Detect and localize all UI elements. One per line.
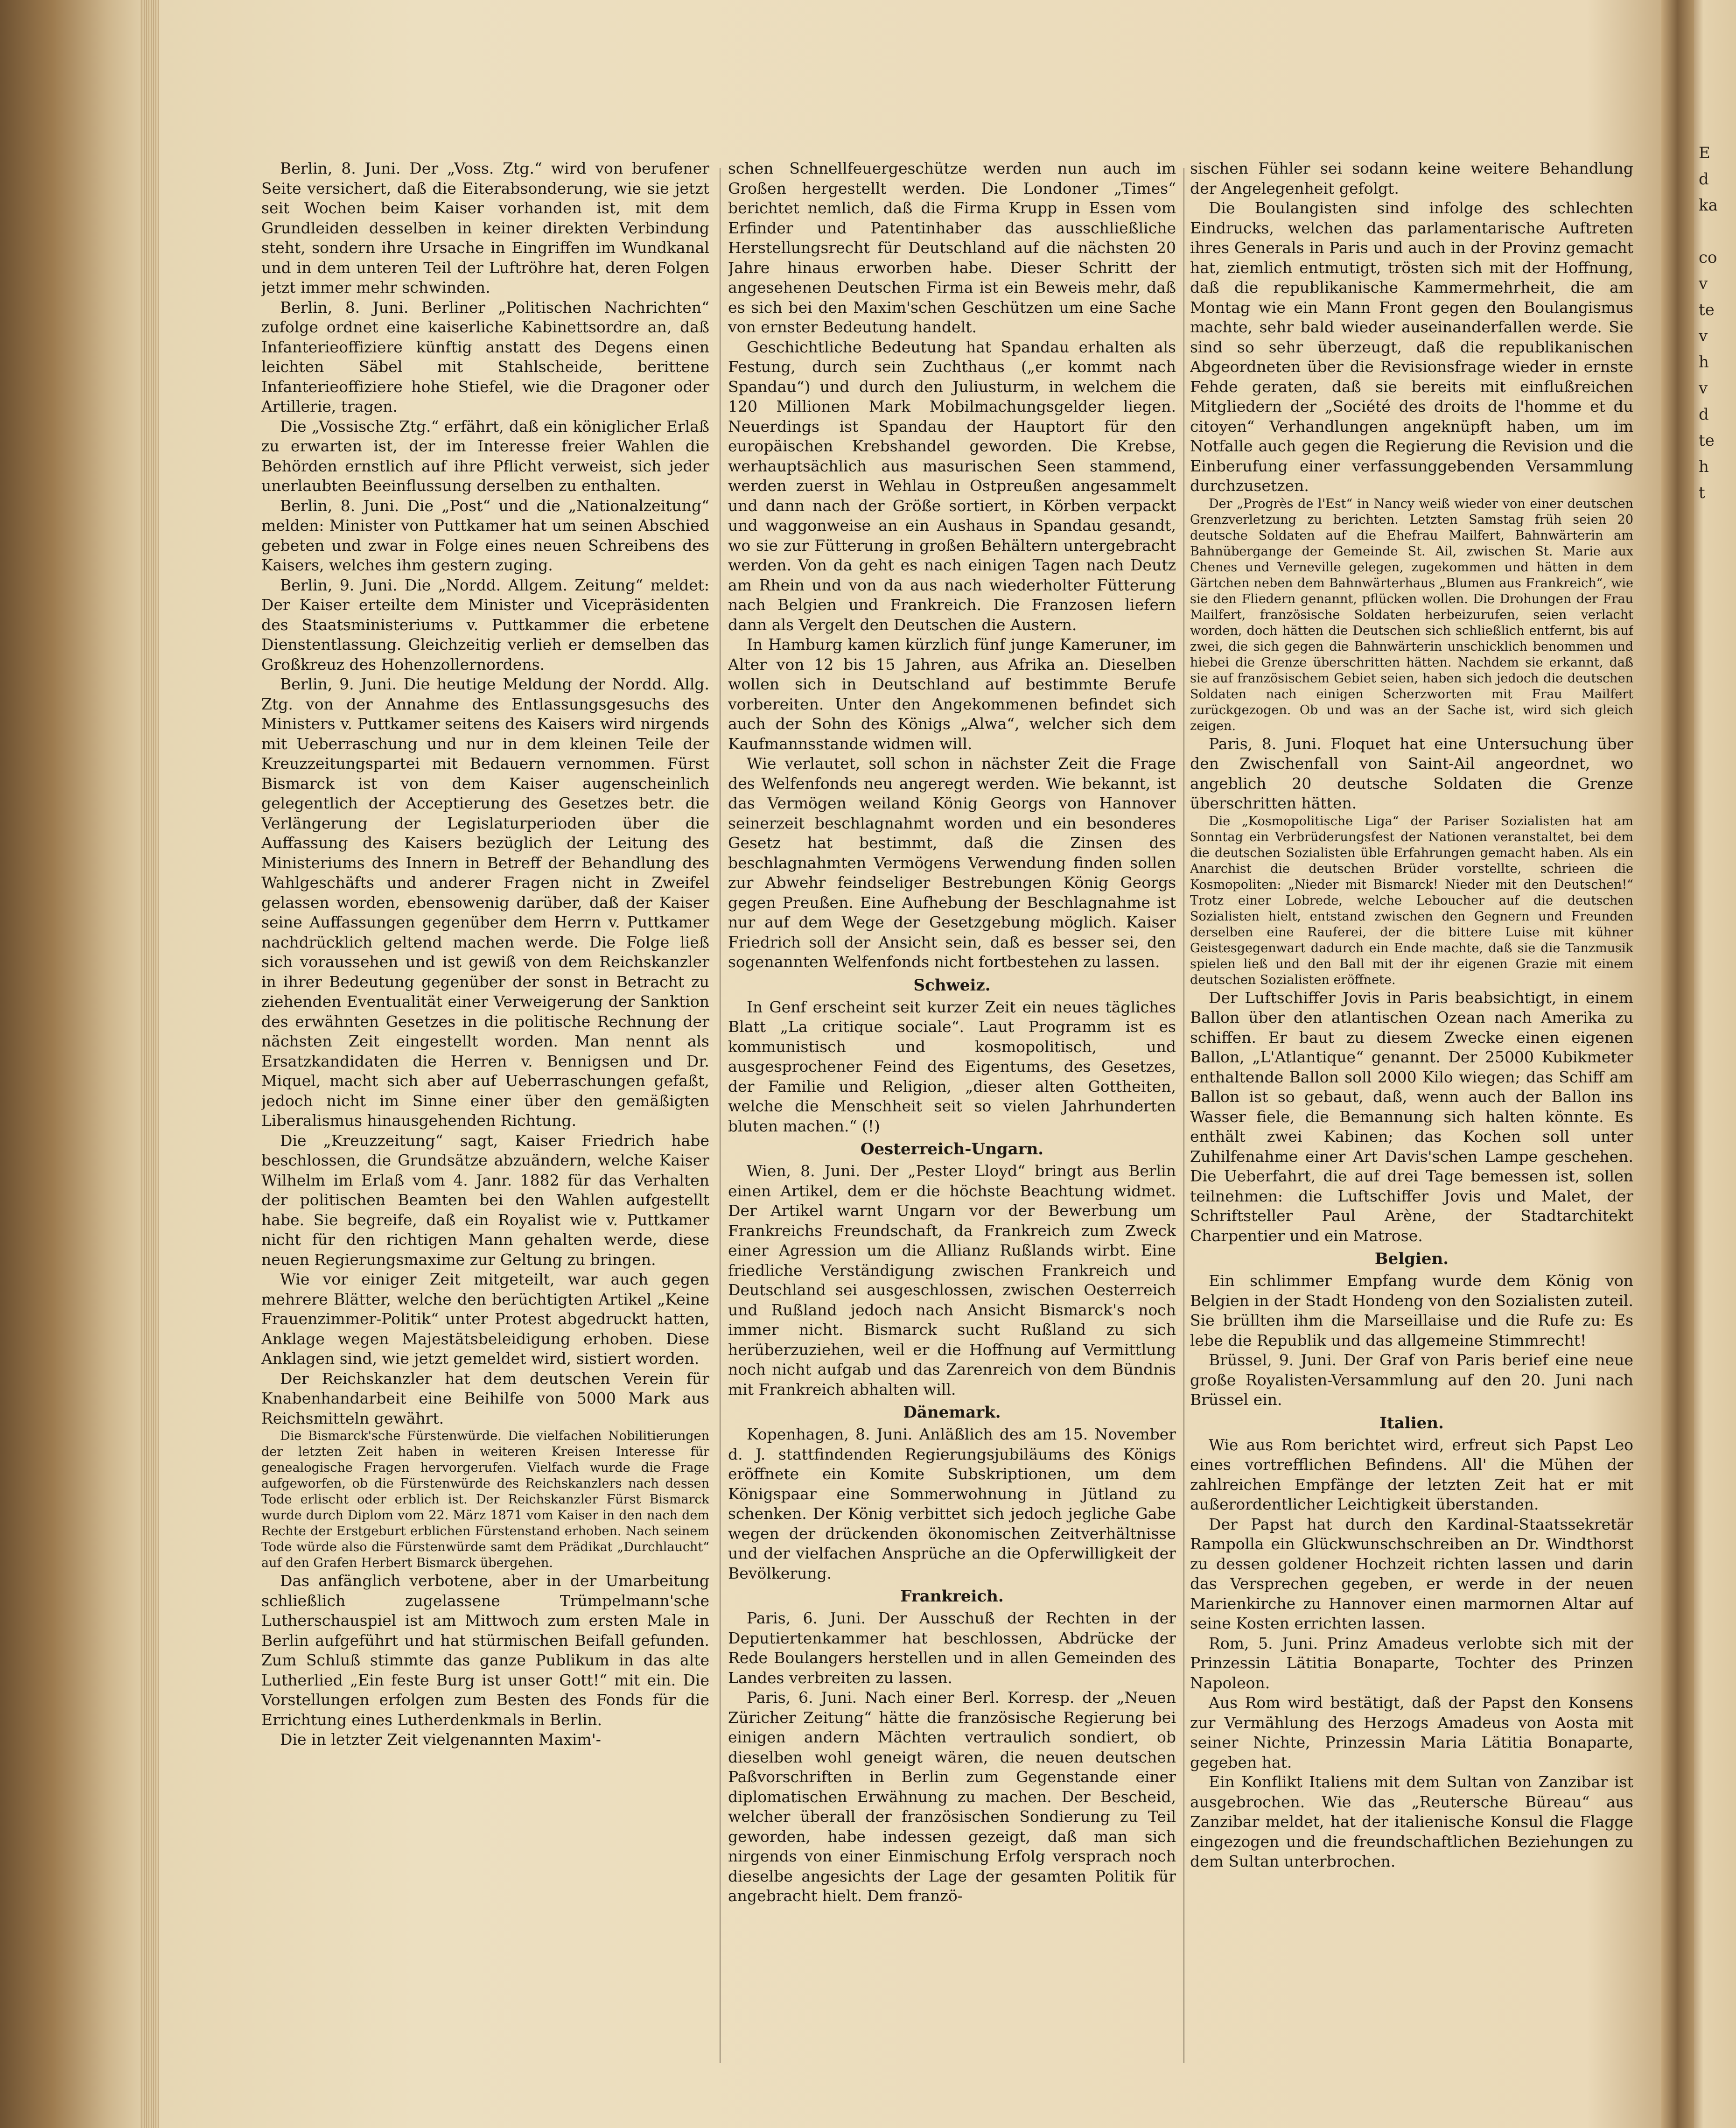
facing-page-fragment: ka (1699, 196, 1718, 215)
article-paragraph: Die „Kreuzzeitung“ sagt, Kaiser Friedrich habe beschlossen, die Grundsätze abzuändern, welche Kaiser Wilhelm im Erlaß vom 4. Janr. 1882 für das Verhalten der politischen Beamten bei den Wahlen aufgestellt habe. Sie begreife, daß ein Royalist wie v. Puttkamer nicht für den richtigen Mann gehalten werde, diese neuen Regierungsmaxime zur Geltung zu bringen. (261, 1131, 709, 1269)
facing-page-fragment (1699, 218, 1736, 245)
page-stack-edge (140, 0, 159, 2128)
section-heading: Oesterreich-Ungarn. (860, 1140, 1044, 1159)
facing-page-fragment: d (1699, 405, 1709, 424)
article-paragraph: Wie verlautet, soll schon in nächster Zeit die Frage des Welfenfonds neu angeregt werden. Wie bekannt, ist das Vermögen weiland König Georgs von Hannover seinerzeit beschlagnahmt worden und ein besonderes Gesetz hat bestimmt, daß die Zinsen des beschlagnahmten Vermögens Verwendung finden sollen zur Abwehr feindseliger Bestrebungen König Georgs gegen Preußen. Eine Aufhebung der Beschlagnahme ist nur auf dem Wege der Gesetzgebung möglich. Kaiser Friedrich soll der Ansicht sein, daß es besser sei, den sogenannten Welfenfonds nicht fortbestehen zu lassen. (728, 754, 1176, 971)
article-paragraph: Brüssel, 9. Juni. Der Graf von Paris berief eine neue große Royalisten-Versammlung auf den 20. Juni nach Brüssel ein. (1190, 1351, 1633, 1409)
facing-page-fragment: te (1699, 301, 1715, 319)
article-paragraph: In Hamburg kamen kürzlich fünf junge Kameruner, im Alter von 12 bis 15 Jahren, aus Afrika an. Dieselben wollen sich in Deutschland auf bestimmte Berufe vorbereiten. Unter den Angekommenen befindet sich auch der Sohn des Königs „Alwa“, welcher sich dem Kaufmannsstande widmen will. (728, 635, 1176, 753)
facing-page-edge-text (1699, 140, 1736, 560)
section-heading: Italien. (1379, 1413, 1444, 1433)
article-paragraph: Rom, 5. Juni. Prinz Amadeus verlobte sich mit der Prinzessin Lätitia Bonaparte, Tochter des Prinzen Napoleon. (1190, 1634, 1633, 1692)
article-paragraph: Das anfänglich verbotene, aber in der Umarbeitung schließlich zugelassene Trümpelmann'sche Lutherschauspiel ist am Mittwoch zum ersten Male in Berlin aufgeführt und hat stürmischen Beifall gefunden. Zum Schluß stimmte das ganze Publikum in das alte Lutherlied „Ein feste Burg ist unser Gott!“ mit ein. Die Vorstellungen erfolgen zum Besten des Fonds für die Errichtung eines Lutherdenkmals in Berlin. (261, 1572, 709, 1729)
facing-page-fragment: h (1699, 457, 1709, 476)
article-paragraph: Aus Rom wird bestätigt, daß der Papst den Konsens zur Vermählung des Herzogs Amadeus von Aosta mit seiner Nichte, Prinzessin Maria Lätitia Bonaparte, gegeben hat. (1190, 1693, 1633, 1771)
article-paragraph: Paris, 6. Juni. Nach einer Berl. Korresp. der „Neuen Züricher Zeitung“ hätte die französische Regierung bei einigen andern Mächten vertraulich sondiert, ob dieselben wohl geneigt wären, die neuen deutschen Paßvorschriften in Berlin zum Gegenstande einer diplomatischen Erwähnung zu machen. Der Bescheid, welcher überall der französischen Sondierung zu Teil geworden, habe indessen gezeigt, daß man sich nirgends von einer Einmischung Erfolg versprach noch dieselbe angesichts der Lage der gesamten Politik für angebracht hielt. Dem franzö- (728, 1688, 1176, 1905)
article-paragraph: schen Schnellfeuergeschütze werden nun auch im Großen hergestellt werden. Die Londoner „Times“ berichtet nemlich, daß die Firma Krupp in Essen vom Erfinder und Patentinhaber das ausschließliche Herstellungsrecht für Deutschland auf die nächsten 20 Jahre hinaus erworben habe. Dieser Schritt der angesehenen Deutschen Firma ist ein Beweis mehr, daß es sich bei den Maxim'schen Geschützen um eine Sache von ernster Bedeutung handelt. (728, 159, 1176, 336)
article-paragraph: Geschichtliche Bedeutung hat Spandau erhalten als Festung, durch sein Zuchthaus („er kommt nach Spandau“) und durch den Juliusturm, in welchem die 120 Millionen Mark Mobilmachungsgelder liegen. Neuerdings ist Spandau der Hauptort für den europäischen Krebshandel geworden. Die Krebse, werhauptsächlich aus masurischen Seen stammend, werden zuerst in Wehlau in Ostpreußen angesammelt und dann nach der Größe sortiert, in Körben verpackt und waggonweise an ein Aushaus in Spandau gesandt, wo sie zur Fütterung in großen Behältern untergebracht werden. Von da geht es nach einigen Tagen nach Deutz am Rhein und von da aus nach wiederholter Fütterung nach Belgien und Frankreich. Die Franzosen liefern dann als Vergelt den Deutschen die Austern. (728, 337, 1176, 634)
article-paragraph: Berlin, 9. Juni. Die „Nordd. Allgem. Zeitung“ meldet: Der Kaiser erteilte dem Minister und Vicepräsidenten des Staatsministeriums v. Puttkammer die erbetene Dienstentlassung. Gleichzeitig verlieh er demselben das Großkreuz des Hohenzollernordens. (261, 576, 709, 674)
article-paragraph: Der Reichskanzler hat dem deutschen Verein für Knabenhandarbeit eine Beihilfe von 5000 Mark aus Reichsmitteln gewährt. (261, 1369, 709, 1427)
newspaper-page (261, 159, 1633, 2082)
article-paragraph: Die „Vossische Ztg.“ erfährt, daß ein königlicher Erlaß zu erwarten ist, der im Interesse freier Wahlen die Behörden ernstlich auf ihre Pflicht verweist, sich jeder unerlaubten Beeinflussung derselben zu enthalten. (261, 417, 709, 495)
facing-page-fragment: E (1699, 144, 1710, 162)
article-paragraph: Berlin, 8. Juni. Der „Voss. Ztg.“ wird von berufener Seite versichert, daß die Eiterabsonderung, wie sie jetzt seit Wochen beim Kaiser vorhanden ist, mit dem Grundleiden desselben in keiner direkten Verbindung steht, sondern ihre Ursache in Eingriffen im Wundkanal und in dem unteren Teil der Luftröhre hat, deren Folgen jetzt immer mehr schwinden. (261, 159, 709, 296)
facing-page-fragment: v (1699, 274, 1708, 293)
article-paragraph: Berlin, 8. Juni. Die „Post“ und die „Nationalzeitung“ melden: Minister von Puttkamer hat um seinen Abschied gebeten und zwar in Folge eines neuen Schreibens des Kaisers, welches ihm gestern zuging. (261, 496, 709, 574)
article-paragraph: Kopenhagen, 8. Juni. Anläßlich des am 15. November d. J. stattfindenden Regierungsjubiläums des Königs eröffnete ein Komite Subskriptionen, um dem Königspaar eine Sommerwohnung in Jütland zu schenken. Der König verbittet sich jedoch jegliche Gabe wegen der drückenden ökonomischen Zeitverhältnisse und der vielfachen Ansprüche an die Opferwilligkeit der Bevölkerung. (728, 1425, 1176, 1582)
facing-page-fragment: t (1699, 484, 1705, 502)
book-spine (1661, 0, 1694, 2128)
facing-page-fragment: h (1699, 353, 1709, 372)
article-paragraph: Die Boulangisten sind infolge des schlechten Eindrucks, welchen das parlamentarische Auftreten ihres Generals in Paris und auch in der Provinz gemacht hat, ziemlich entmutigt, trösten sich mit der Hoffnung, daß die republikanische Kammermehrheit, die am Montag wie ein Mann Front gegen den Boulangismus machte, sehr bald wieder auseinanderfallen werde. Sie sind so sehr überzeugt, daß die republikanischen Abgeordneten über die Revisionsfrage wieder in ernste Fehde geraten, daß sie bereits mit einflußreichen Mitgliedern der „Société des droits de l'homme et du citoyen“ Verhandlungen angeknüpft haben, um im Notfalle auch gegen die Regierung die Revision und die Einberufung einer verfassunggebenden Versammlung durchzusetzen. (1190, 199, 1633, 495)
small-print-paragraph: Die „Kosmopolitische Liga“ der Pariser Sozialisten hat am Sonntag ein Verbrüderungsfest der Nationen veranstaltet, bei dem die deutschen Sozialisten üble Erfahrungen gemacht haben. Als ein Anarchist die deutschen Brüder vorstellte, schrieen die Kosmopoliten: „Nieder mit Bismarck! Nieder mit den Deutschen!“ Trotz einer Lobrede, welche Leboucher auf die deutschen Sozialisten hielt, entstand zwischen den Gegnern und Freunden derselben eine Rauferei, der die bittere Luise mit kühner Geistesgegenwart dadurch ein Ende machte, daß sie die Tanzmusik spielen ließ und den Ball mit der ihr eigenen Grazie mit einem deutschen Sozialisten eröffnete. (1190, 814, 1633, 987)
article-paragraph: Paris, 6. Juni. Der Ausschuß der Rechten in der Deputiertenkammer hat beschlossen, Abdrücke der Rede Boulangers herstellen und in allen Gemeinden des Landes verbreiten zu lassen. (728, 1609, 1176, 1687)
article-paragraph: Wie aus Rom berichtet wird, erfreut sich Papst Leo eines vortrefflichen Befindens. All' die Mühen der zahlreichen Empfänge der letzten Zeit hat er mit außerordentlicher Leichtigkeit überstanden. (1190, 1435, 1633, 1513)
column-rule-2 (1183, 168, 1184, 2063)
facing-page-fragment: co (1699, 248, 1717, 267)
small-print-paragraph: Die Bismarck'sche Fürstenwürde. Die vielfachen Nobilitierungen der letzten Zeit haben in weiteren Kreisen Interesse für genealogische Fragen hervorgerufen. Vielfach wurde die Frage aufgeworfen, ob die Fürstenwürde des Reichskanzlers nach dessen Tode erlischt oder erblich ist. Der Reichskanzler Fürst Bismarck wurde durch Diplom vom 22. März 1871 vom Kaiser in den nach dem Rechte der Erstgeburt erblichen Fürstenstand erhoben. Nach seinem Tode würde also die Fürstenwürde samt dem Prädikat „Durchlaucht“ auf den Grafen Herbert Bismarck übergehen. (261, 1429, 709, 1570)
article-paragraph: Die in letzter Zeit vielgenannten Maxim'- (280, 1730, 601, 1749)
column-2 (728, 159, 1176, 2077)
column-1 (261, 159, 709, 2077)
article-paragraph: Berlin, 9. Juni. Die heutige Meldung der Nordd. Allg. Ztg. von der Annahme des Entlassungsgesuchs des Ministers v. Puttkamer seitens des Kaisers wird nirgends mit Ueberraschung und nur in dem kleinen Teile der Kreuzzeitungspartei mit Bedauern vernommen. Fürst Bismarck ist von dem Kaiser augenscheinlich gelegentlich der Acceptierung des Gesetzes betr. die Verlängerung der Legislaturperioden über die Auffassung des Kaisers bezüglich der Leitung des Ministeriums des Innern in Betreff der Behandlung des Wahlgeschäfts und anderer Fragen nicht in Zweifel gelassen worden, ebensowenig darüber, daß der Kaiser seine Auffassungen gegenüber dem Herrn v. Puttkamer nachdrücklich geltend machen werde. Die Folge ließ sich voraussehen und ist gewiß von dem Reichskanzler in ihrer Bedeutung gegenüber der sonst in Betracht zu ziehenden Eventualität einer Verweigerung der Sanktion des erwähnten Gesetzes in die politische Rechnung der nächsten Zeit eingestellt worden. Man nennt als Ersatzkandidaten die Herren v. Bennigsen und Dr. Miquel, macht sich aber auf Ueberraschungen gefaßt, jedoch nicht im Sinne einer über den gemäßigten Liberalismus hinausgehenden Richtung. (261, 675, 709, 1130)
facing-page-fragment: v (1699, 327, 1708, 345)
article-paragraph: Der Papst hat durch den Kardinal-Staatssekretär Rampolla ein Glückwunschschreiben an Dr. Windthorst zu dessen goldener Hochzeit richten lassen und darin das Versprechen gegeben, er werde in der neuen Marienkirche zu Hannover einen marmornen Altar auf seine Kosten errichten lassen. (1190, 1515, 1633, 1632)
small-print-paragraph: Der „Progrès de l'Est“ in Nancy weiß wieder von einer deutschen Grenzverletzung zu berichten. Letzten Samstag früh seien 20 deutsche Soldaten auf die Ehefrau Mailfert, Bahnwärterin am Bahnübergange der Gemeinde St. Ail, zwischen St. Marie aux Chenes und Verneville gelegen, zugekommen und hätten in dem Gärtchen neben dem Bahnwärterhaus „Blumen aus Frankreich“, wie sie den Fliedern genannt, pflücken wollen. Die Drohungen der Frau Mailfert, französische Soldaten herbeizurufen, seien verlacht worden, doch hätten die Deutschen sich schließlich entfernt, bis auf zwei, die sich gegen die Bahnwärterin unschicklich benommen und hiebei die Grenze überschritten hätten. Nachdem sie erkannt, daß sie auf französischem Gebiet seien, haben sich jedoch die deutschen Soldaten nach einigen Scherzworten mit Frau Mailfert zurückgezogen. Ob und was an der Sache ist, wird sich gleich zeigen. (1190, 496, 1633, 733)
article-paragraph: Ein schlimmer Empfang wurde dem König von Belgien in der Stadt Hondeng von den Sozialisten zuteil. Sie brüllten ihm die Marseillaise und die Rufe zu: Es lebe die Republik und das allgemeine Stimmrecht! (1190, 1271, 1633, 1349)
section-heading: Dänemark. (903, 1403, 1001, 1422)
facing-page-fragment: te (1699, 431, 1715, 450)
section-heading: Schweiz. (913, 976, 991, 995)
article-paragraph: Paris, 8. Juni. Floquet hat eine Untersuchung über den Zwischenfall von Saint-Ail angeordnet, wo angeblich 20 deutsche Soldaten die Grenze überschritten hätten. (1190, 734, 1633, 812)
article-paragraph: Ein Konflikt Italiens mit dem Sultan von Zanzibar ist ausgebrochen. Wie das „Reutersche Büreau“ aus Zanzibar meldet, hat der italienische Konsul die Flagge eingezogen und die freundschaftlichen Beziehungen zu dem Sultan unterbrochen. (1190, 1773, 1633, 1870)
facing-page-fragment: d (1699, 170, 1709, 189)
article-paragraph: Berlin, 8. Juni. Berliner „Politischen Nachrichten“ zufolge ordnet eine kaiserliche Kabinettsordre an, daß Infanterieoffiziere künftig anstatt des Degens einen leichten Säbel mit Stahlscheide, berittene Infanterieoffiziere hohe Stiefel, wie die Dragoner oder Artillerie, tragen. (261, 298, 709, 415)
article-paragraph: Wien, 8. Juni. Der „Pester Lloyd“ bringt aus Berlin einen Artikel, dem er die höchste Beachtung widmet. Der Artikel warnt Ungarn vor der Bewerbung um Frankreichs Freundschaft, da Frankreich zum Zweck einer Agression um die Allianz Rußlands wirbt. Eine friedliche Verständigung zwischen Frankreich und Deutschland sei ausgeschlossen, zwischen Oesterreich und Rußland jedoch nach Ansicht Bismarck's noch immer nicht. Bismarck sucht Rußland zu sich herüberzuziehen, weil er die Hoffnung auf Vermittlung noch nicht aufgab und das Zarenreich von dem Bündnis mit Frankreich abhalten will. (728, 1162, 1176, 1398)
facing-page-fragment: v (1699, 379, 1708, 398)
article-paragraph: sischen Fühler sei sodann keine weitere Behandlung der Angelegenheit gefolgt. (1190, 159, 1633, 197)
column-rule-1 (720, 168, 721, 2063)
article-paragraph: In Genf erscheint seit kurzer Zeit ein neues tägliches Blatt „La critique sociale“. Laut Programm ist es kommunistisch und kosmopolitisch, und ausgesprochener Feind des Eigentums, des Gesetzes, der Familie und Religion, „dieser alten Gottheiten, welche die Menschheit seit so vielen Jahrhunderten bluten machen.“ (!) (728, 997, 1176, 1135)
article-paragraph: Der Luftschiffer Jovis in Paris beabsichtigt, in einem Ballon über den atlantischen Ozean nach Amerika zu schiffen. Er baut zu diesem Zwecke einen eigenen Ballon, „L'Atlantique“ genannt. Der 25000 Kubikmeter enthaltende Ballon soll 2000 Kilo wiegen; das Schiff am Ballon ist so gebaut, daß, wenn auch der Ballon ins Wasser fiele, die Bemannung sich halten könnte. Es enthält zwei Kabinen; das Kochen soll unter Zuhilfenahme einer Art Davis'schen Lampe geschehen. Die Ueberfahrt, die auf drei Tage bemessen ist, sollen teilnehmen: die Luftschiffer Jovis und Malet, der Schriftsteller Paul Arène, der Stadtarchitekt Charpentier und ein Matrose. (1190, 988, 1633, 1245)
section-heading: Frankreich. (900, 1587, 1004, 1606)
column-3 (1190, 159, 1633, 2077)
article-paragraph: Wie vor einiger Zeit mitgeteilt, war auch gegen mehrere Blätter, welche den berüchtigten Artikel „Keine Frauenzimmer-Politik“ unter Protest abgedruckt hatten, Anklage wegen Majestätsbeleidigung erhoben. Diese Anklagen sind, wie jetzt gemeldet wird, sistiert worden. (261, 1270, 709, 1368)
section-heading: Belgien. (1374, 1250, 1449, 1268)
